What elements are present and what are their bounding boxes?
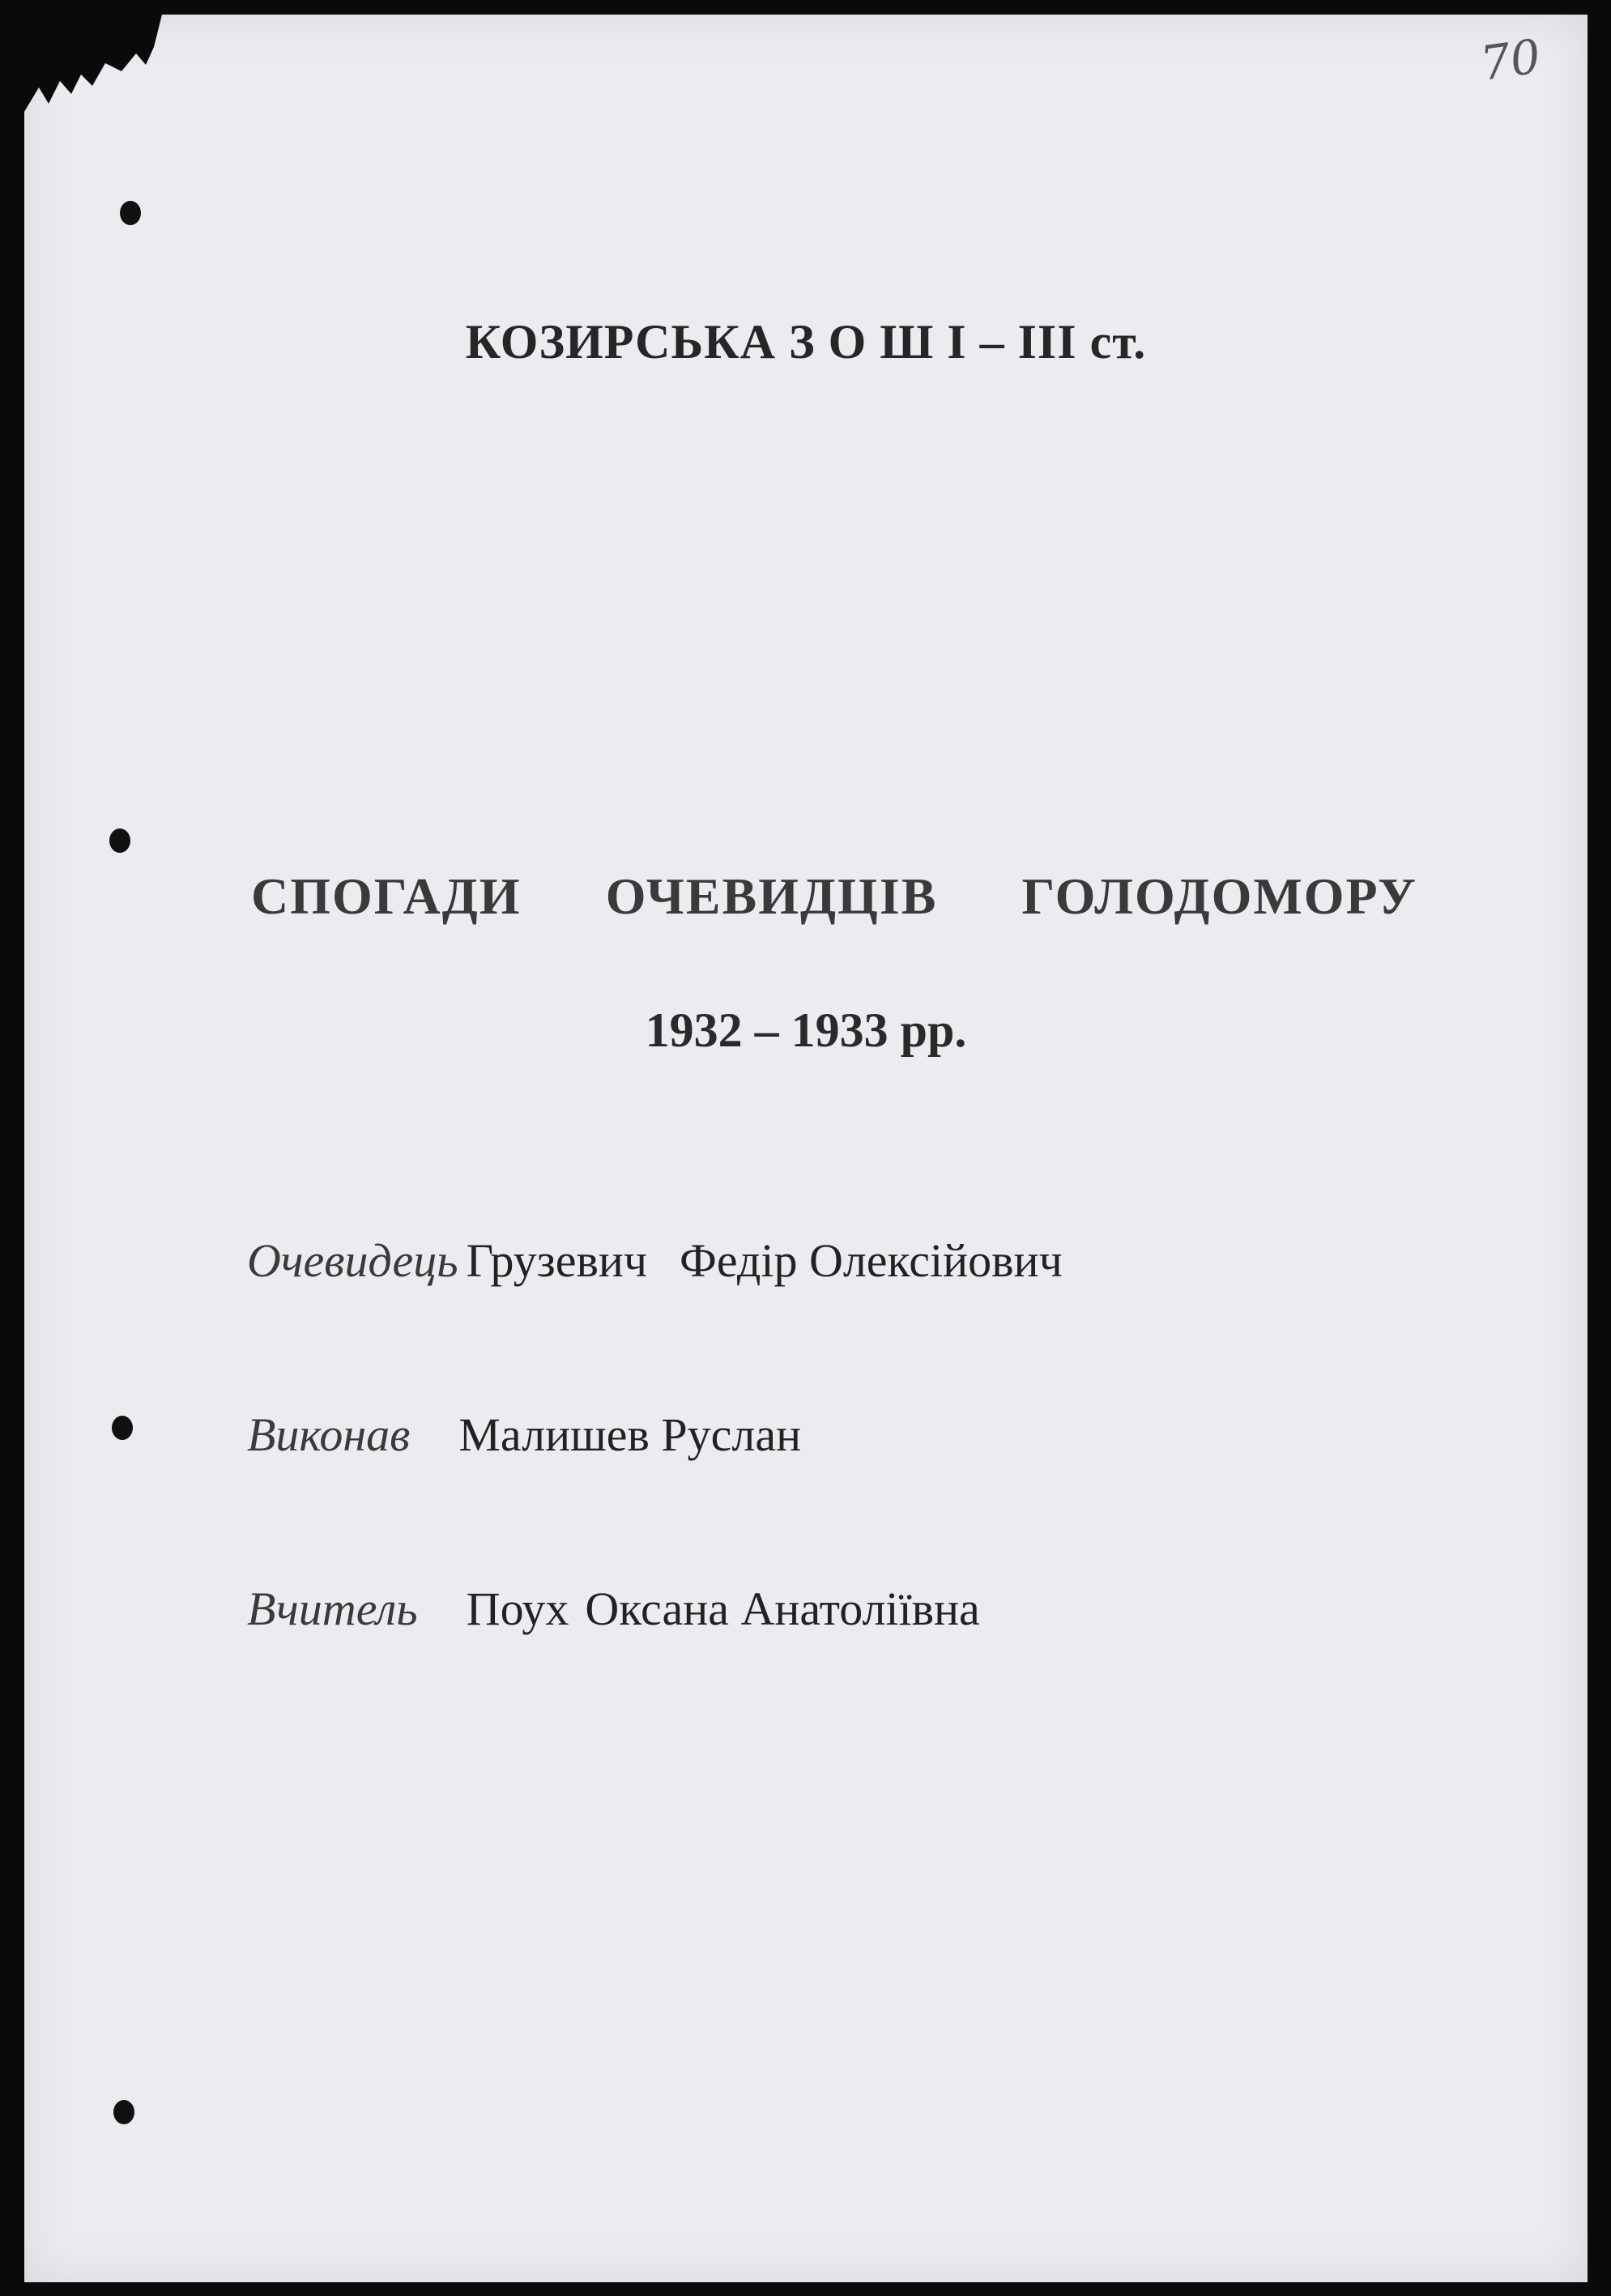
eyewitness-line (247, 1233, 1063, 1288)
page-number: 70 (1477, 28, 1545, 92)
document-title (251, 867, 1417, 926)
eyewitness-label: Очевидець (247, 1234, 458, 1287)
teacher-line (247, 1582, 980, 1636)
school-heading: КОЗИРСЬКА З О Ш І – ІІІ ст. (465, 315, 1147, 368)
title-word: СПОГАДИ (251, 867, 522, 925)
title-word: ОЧЕВИДЦІВ (605, 867, 938, 925)
title-word: ГОЛОДОМОРУ (1021, 867, 1417, 925)
author-label: Виконав (247, 1408, 411, 1461)
years-heading: 1932 – 1933 рр. (645, 1003, 967, 1057)
author-name: Малишев Руслан (458, 1408, 802, 1461)
eyewitness-surname: Грузевич (466, 1234, 648, 1287)
author-line (247, 1408, 801, 1462)
eyewitness-name: Федір Олексійович (680, 1234, 1063, 1287)
document-page (24, 15, 1588, 2282)
torn-corner (24, 15, 162, 112)
punch-hole (113, 2100, 134, 2124)
punch-hole (109, 829, 130, 853)
teacher-surname: Поух (466, 1582, 569, 1635)
teacher-name: Оксана Анатоліївна (585, 1582, 980, 1635)
teacher-label: Вчитель (247, 1582, 418, 1635)
punch-hole (120, 201, 141, 225)
punch-hole (112, 1416, 133, 1440)
